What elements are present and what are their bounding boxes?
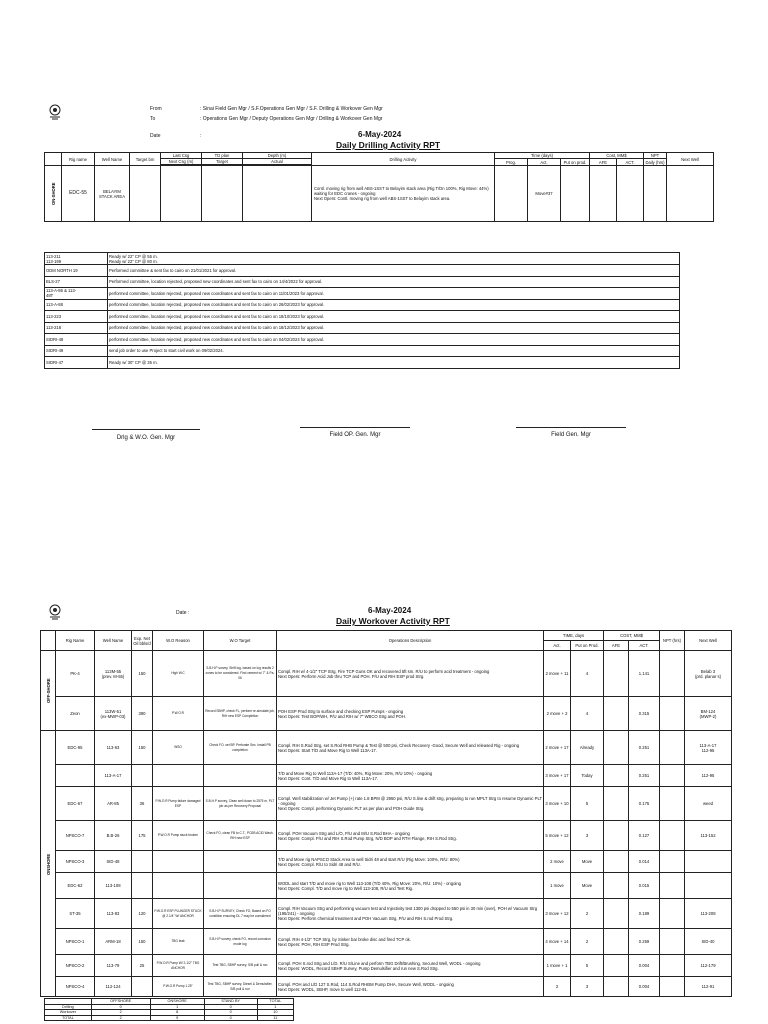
wo-npt xyxy=(660,787,685,821)
wo-act2: 1.141 xyxy=(629,651,660,697)
wo-rate: 150 xyxy=(132,731,153,765)
wo-ops xyxy=(277,873,544,899)
to-label: To xyxy=(150,116,156,122)
wo-reason: P.W.O.R Pump W/ 2-1/2" TBG ANCHOR xyxy=(153,955,204,977)
wo-npt xyxy=(660,899,685,929)
wo-next-ops: Next Opers: Perform chemical treatment and POH Vacuum Strg, P/U and RIH S.rod Prod Strg. xyxy=(278,916,454,921)
wo-act2: 0.315 xyxy=(629,697,660,731)
wo-rate: 175 xyxy=(132,821,153,851)
page2-section xyxy=(0,560,768,1024)
wo-afe xyxy=(604,929,629,955)
workover-row xyxy=(41,929,732,955)
wo-ops-text: Compl. POH Vacuum Strg and L/O, P/U and M/U S.Rod BHA - ongoing xyxy=(278,830,410,836)
wo-npt xyxy=(660,955,685,977)
well-name: SIDRI-47 xyxy=(45,357,108,369)
summary-cell: Drilling xyxy=(45,1004,92,1010)
wo-act: 2 move + 17 xyxy=(544,731,571,765)
wo-date-label: Date : xyxy=(176,610,190,616)
wo-act: 2 xyxy=(544,977,571,997)
wo-ops-text: Compl. Well stabilization w/ Jet Pump (+) rate 1.8 BPM @ 2950 psi, R/U S.line & drift strg, preparing to run MPLT Strg to resume Dynamic PLT - ongoing xyxy=(278,796,542,806)
wo-act2: 0.015 xyxy=(629,873,660,899)
wo-npt xyxy=(660,731,685,765)
wo-well: 113-83 xyxy=(95,899,132,929)
well-status-row xyxy=(45,253,680,265)
wo-afe xyxy=(604,651,629,697)
wo-ops xyxy=(277,899,544,929)
summary-cell: 1 xyxy=(150,1004,204,1010)
well-status-row xyxy=(45,265,680,277)
wo-rig: Zeon xyxy=(56,697,95,731)
well-name: BLS-27 xyxy=(45,276,108,288)
summary-header: OFFSHORE xyxy=(91,999,150,1005)
workover-row xyxy=(41,899,732,929)
wo-npt xyxy=(660,929,685,955)
wo-rate: 390 xyxy=(132,697,153,731)
wo-ops xyxy=(277,977,544,997)
well-name: 113-A-88 xyxy=(45,299,108,311)
summary-cell: 0 xyxy=(204,1004,257,1010)
offshore-label: OFF-SHORE xyxy=(41,651,56,731)
wo-ops xyxy=(277,787,544,821)
company-logo-icon xyxy=(48,104,62,120)
wo-act: 5 move + 12 xyxy=(544,821,571,851)
wo-put: Already xyxy=(571,731,604,765)
wo-reason: P.W.O.R Pump stuck broken xyxy=(153,821,204,851)
signature-drlg: Drlg & W.O. Gen. Mgr xyxy=(116,435,176,441)
workover-row xyxy=(41,697,732,731)
wo-rate: 120 xyxy=(132,899,153,929)
wo-next xyxy=(685,873,732,899)
summary-header: STAND BY xyxy=(204,999,257,1005)
summary-cell: 2 xyxy=(91,1015,150,1021)
report-title: Daily Drilling Activity RPT xyxy=(336,140,441,150)
workover-row xyxy=(41,873,732,899)
wo-target: Test TBG, SBHP survey, Diesel & Demulsifier, S/B pull & run xyxy=(204,977,277,997)
wo-act: 3 move + 10 xyxy=(544,787,571,821)
wo-act: 2 move + 2 xyxy=(544,697,571,731)
wo-next: SID-40 xyxy=(685,929,732,955)
summary-cell: 0 xyxy=(204,1015,257,1021)
workover-table: Rig Name Well Name Exp. Net Oil bbls/d W.O Reason W.O Target Operations Description TIME, days COST, MM$ NPT (hrs) Next Well Act. Put on Prod. AFE ACT. OFF-SHORE PK-4 113M-55 (prev. M-55) 150 High W.C S.B.H.P survey, Shift log, based on log results 2 zones to be considered. Find cement w/ 7" & Pa-06 Compl. RIH w/ 4-1/2" TCP Strg, Fire TCP Guns OK and recovered 5ft sm. R/U to perform acid treatment - ongoing Next Opers: Perform Acid Job thru TCP and POH. P/U and RIH ESP prod Strg. 2 move + 11 4 1.141 Belab 3 (prd. planar s) Zeon 113W-51 (ex-MWP-03) 390 P.W.O.R Record SBHP, check FL, perform re-simulate job, RIH new ESP Completion POH ESP Prod Strg to surface and checking ESP Pumps - ongoing Next Opers: Test BOP/WH, P/U and RIH w/ 7" WBCO Strg and POH. 2 move + 2 4 0.315 BM-124 (MWP-2) ONSHORE EDC-95 113-63 150 WSO Check FO, set BP. Perforate Sec. Install PB completion Compl. RIH S.Rod Strg, set S.Rod RHB Pump & Test @ 500 psi, Check Recovery -Good, Secure Well and released Rig - ongoing Next Opers: Start T/D and Move Rig to Well 113A-17. 2 move + 17 Already 0.251 113-A-17 112-95 113-A-17 T/D and Move Rig to Well 113A-17 (T/D: 40%, Rig Move: 20%, R/U 10%) - ongoing Next Opers: Cont. T/D and Move Rig to Well 113A-17. 3 move + 17 Today 0.251 112-95 EDC-67 AR-85 36 P.W.O.R Pump failure damaged ESP S.B.H.P survey, Clean well down to 2575 m, PLT job as per Recovery Proposal Compl. Well stabilization w/ Jet Pump (+) rate 1.8 BPM @ 2950 psi, R/U S.line & drift strg, preparing to run MPLT Strg to resume Dynamic PLT - ongoing Next Opers: Compl. performing Dynamic PLT as per plan and POH Guide Strg. 3 move + 10 5 0.175 weed NPSCO-7 B.B-26 175 P.W.O.R Pump stuck broken Check FO, clean FB to C.T., PO2B ACID Wash. RIH new ESP Compl. POH Vacuum Strg and L/O, P/U and M/U S.Rod BHA - ongoing Next Opers: Compl. P/U and RIH S.Rod Pump Strg, N/D BOP and RTH Flange, RIH S.Rod Strg. 5 move + 12 3 0.127 113-152 NPSCO-3 SID-48 T/D and Move rig NAPSCO Stack Area to well Sidri 48 and start R/U (Rig Move: 100%, R/U: 80%) Next Opers: Compl. R/U to Sidri 48 and R/U. 2 move Move 0.014 EDC-62 113-108 WODL and start T/D and move rig to Well 113-108 (T/D 40%, Rig Move: 20%, R/U: 10%) - ongoing Next Opers: Compl. T/D and move rig to Well 113-108, R/U and Test Rig. 1 move Move 0.015 ST-35 113-83 120 P.W.O.R ESP PLUNGER STUCK @ 2.1/4" W/ ANCHOR S.B.H.P SURVEY, Check FO, Based on FO condition ensuring DL 7 may be considered Compl. RIH Vacuum Strg and performing vacuum test and Injectivity test 1300 psi dropped to 550 psi in 30 min (over), POH w/ Vacuum Strg (195/241) - ongoing Next Opers: Perform chemical treatment and POH Vacuum Strg, P/U and RIH S.rod Prod Strg. 3 move + 12 2 0.189 113-208 NPSCO-1 ARM-18 150 TBG leak S.B.H.P survey, check FO, record corrosion mode log Compl. RIH 4-1/2" TCP Strg, by Sinker bar broke disc and fired TCP ok. Next Opers: POH, RIH ESP Prod Strg. 4 move + 14 2 0.259 SID-40 NPSCO-2 113-79 25 P.W.O.R Pump W/ 2-1/2" TBG ANCHOR Test TBG, SBHP survey, S/B pull & run Compl. POH S.rod Strg and L/D. R/U S/Line and perform TBG Drift/Brushing, Secured Well, WODL - ongoing Next Opers: WODL, Record SBHP Survey, Pump Demulsifier and run new S.Rod Strg. 1 move + 1 5 0.004 112-179 NPSCO-4 112-124 P.W.O.R Pump 1.25" Test TBG, SBHP survey, Diesel & Demulsifier, S/B pull & run Compl. POH and L/D 127 S.Rod, 114 S.Rod RHBM Pump DHA, Secure Well, WODL - ongoing Next Opers: WODL, SBHP, move to well 112-91. 2 3 0.004 112-91 xyxy=(40,630,732,997)
well-status: performed committee, location rejected, proposed new coordinates and sent fax to cairo on 18/12/2023 for approval. xyxy=(108,322,680,334)
signature-field-gen: Field Gen. Mgr xyxy=(551,432,591,438)
well-status-row xyxy=(45,311,680,323)
wo-well: 113-79 xyxy=(95,955,132,977)
wo-next-ops: Next Opers: POH, RIH ESP Prod Strg. xyxy=(278,941,350,947)
wo-target: S.B.H.P survey, Shift log, based on log results 2 zones to be considered. Find cement w/ 7" & Pa-06 xyxy=(204,651,277,697)
wo-put: Move xyxy=(571,851,604,873)
wo-next-ops: Next Opers: Compl. T/D and move rig to Well 113-108, R/U and Test Rig. xyxy=(278,885,414,891)
summary-cell: Workover xyxy=(45,1010,92,1016)
wo-ops-text: Compl. RIH S.Rod Strg, set S.Rod RHB Pump & Test @ 500 psi, Check Recovery -Good, Secure Well and released Rig - ongoing xyxy=(278,742,520,748)
wo-rig: NPSCO-3 xyxy=(56,851,95,873)
wo-ops-text: Compl. RIH w/ 4-1/2" TCP Strg, Fire TCP Guns OK and recovered 5ft sm. R/U to perform acid treatment - ongoing xyxy=(278,668,490,674)
wo-rate xyxy=(132,765,153,787)
wo-well: 112-124 xyxy=(95,977,132,997)
wo-ops-text: Compl. RIH Vacuum Strg and performing vacuum test and Injectivity test 1300 psi dropped to 550 psi in 30 min (over), POH w/ Vacuum Strg (195/241) - ongoing xyxy=(278,906,538,916)
wo-put: 3 xyxy=(571,821,604,851)
wo-rate xyxy=(132,873,153,899)
wo-act: 1 move xyxy=(544,873,571,899)
wo-next-ops: Next Opers: Perform Acid Job thru TCP and POH. P/U and RIH ESP prod Strg. xyxy=(278,673,425,679)
wo-npt xyxy=(660,821,685,851)
well-status-row xyxy=(45,357,680,369)
wo-act: 3 move + 17 xyxy=(544,765,571,787)
wo-put: 2 xyxy=(571,929,604,955)
wo-next: 113-A-17 112-95 xyxy=(685,731,732,765)
well-status-row xyxy=(45,345,680,357)
wo-ops-text: Compl. POH S.rod Strg and L/D. R/U S/Line and perform TBG Drift/Brushing, Secured Well, WODL - ongoing xyxy=(278,960,481,966)
well-name: 113-211 113-199 xyxy=(45,253,108,265)
wo-afe xyxy=(604,787,629,821)
wo-npt xyxy=(660,765,685,787)
well-name: ODM NORTH 19 xyxy=(45,265,108,277)
wo-rig: ST-35 xyxy=(56,899,95,929)
from-value: : Sinai Field Gen Mgr / S.F.Operations Gen Mgr / S.F. Drilling & Workover Gen Mgr xyxy=(200,106,383,112)
wo-afe xyxy=(604,899,629,929)
page1-section: From : Sinai Field Gen Mgr / S.F.Operations Gen Mgr / S.F. Drilling & Workover Gen Mgr To : Operations Gen Mgr / Deputy Operations Gen Mgr / Drilling & Workover Gen Mgr Date : 6-May-2024 Daily Drilling Activity RPT Rig name Well Name Target bm Last Csg TD plan Depth (m) Drilling Activity Time (days) Cost, MM$ NPT Next Well Next Csg (m) Target Actual Prog. Act. Put on prod. AFE ACT. Daily (hrs) ON-SHORE EDC-55 BELAYIM STACK AREA Contl. moving rig from well ABS-1SST to Belayim stack area (Rig T/Dn 100%, Rig Move: 44%) waiting for EDC cranes - ongoing Next Opers: Contl. moving rig from well ABS-1SST to Belayim stack area. Move#37 113-211 113-199 Ready w/ 22" CP @ 55 m. Ready w/ 22" CP @ 80 m. ODM NORTH 19 Performed committee & sent fax to cairo on 21/01/2021 for approval. BLS-27 Performed committee, location rejected, proposed new coordinates and sent fax to cairo on 14/4/2022 for approval. 113-A-86 & 113- 48T performed committee, location rejected, proposed new coordinates and sent fax to cairo on 11/01/2023 for approval. 113-A-88 performed committee, location rejected, proposed new coordinates and sent fax to cairo on 26/02/2023 for approval. 113-223 performed committee, location rejected, proposed new coordinates and sent fax to cairo on 18/10/2023 for approval. 113-218 performed committee, location rejected, proposed new coordinates and sent fax to cairo on 18/12/2023 for approval. SIDRI-48 performed committee, location rejected, proposed new coordinates and sent fax to cairo on 04/02/2024 for approval. SIDRI-49 send job order to use Project to start civil work on 09/02/2024. SIDRI-47 Ready w/ 30" CP @ 35 m. Drlg & W.O. Gen. Mgr Field OP. Gen. Mgr Field Gen. Mgr xyxy=(0,0,768,470)
workover-row xyxy=(41,765,732,787)
to-value: : Operations Gen Mgr / Deputy Operations Gen Mgr / Drilling & Workover Gen Mgr xyxy=(200,116,383,122)
wo-next-ops: Next Opers: Compl. R/U to Sidri 48 and R/U. xyxy=(278,861,361,867)
wo-npt xyxy=(660,977,685,997)
wo-reason xyxy=(153,851,204,873)
well-status: performed committee, location rejected, proposed new coordinates and sent fax to cairo on 26/02/2023 for approval. xyxy=(108,299,680,311)
wo-ops xyxy=(277,697,544,731)
wo-put: 4 xyxy=(571,697,604,731)
wo-target xyxy=(204,873,277,899)
wo-well: 113-63 xyxy=(95,731,132,765)
wo-ops xyxy=(277,851,544,873)
workover-row xyxy=(41,955,732,977)
wo-rate: 150 xyxy=(132,651,153,697)
well-name: 113-218 xyxy=(45,322,108,334)
wo-rig: EDC-67 xyxy=(56,787,95,821)
wo-act2: 0.004 xyxy=(629,977,660,997)
wo-next: 113-208 xyxy=(685,899,732,929)
wo-ops-text: Compl. RIH 4-1/2" TCP Strg, by Sinker bar broke disc and fired TCP ok. xyxy=(278,936,411,942)
summary-cell: 8 xyxy=(150,1010,204,1016)
wo-next: 112-179 xyxy=(685,955,732,977)
wo-act: 3 move + 12 xyxy=(544,899,571,929)
wo-afe xyxy=(604,955,629,977)
wo-reason xyxy=(153,765,204,787)
report-date: 6-May-2024 xyxy=(358,130,402,139)
wo-rig: NPSCO-4 xyxy=(56,977,95,997)
summary-cell: 11 xyxy=(257,1015,293,1021)
wo-rig: PK-4 xyxy=(56,651,95,697)
wo-act2: 0.189 xyxy=(629,899,660,929)
wo-rig: NPSCO-2 xyxy=(56,955,95,977)
wo-put: 4 xyxy=(571,651,604,697)
wo-next-ops: Next Opers: WODL, Record SBHP Survey, Pump Demulsifier and run new S.Rod Strg. xyxy=(278,965,439,971)
well-name: 113-223 xyxy=(45,311,108,323)
well-status: performed committee, location rejected, proposed new coordinates and sent fax to cairo on 18/10/2023 for approval. xyxy=(108,311,680,323)
signature-field-op: Field OP. Gen. Mgr xyxy=(329,432,381,438)
wo-ops-text: T/D and Move rig NAPSCO Stack Area to well Sidri 48 and start R/U (Rig Move: 100%, R/U: 80%) xyxy=(278,856,460,862)
summary-cell: 9 xyxy=(150,1015,204,1021)
wo-ops xyxy=(277,731,544,765)
wo-act: 2 move + 11 xyxy=(544,651,571,697)
well-status-row xyxy=(45,334,680,346)
date-label: Date xyxy=(150,133,161,139)
wo-next-ops: Next Opers: Test BOP/WH, P/U and RIH w/ 7" WBCO Strg and POH. xyxy=(278,713,407,719)
drilling-table: Rig name Well Name Target bm Last Csg TD plan Depth (m) Drilling Activity Time (days) Cost, MM$ NPT Next Well Next Csg (m) Target Actual Prog. Act. Put on prod. AFE ACT. Daily (hrs) ON-SHORE EDC-55 BELAYIM STACK AREA Contl. moving rig from well ABS-1SST to Belayim stack area (Rig T/Dn 100%, Rig Move: 44%) waiting for EDC cranes - ongoing Next Opers: Contl. moving rig from well ABS-1SST to Belayim stack area. Move#37 xyxy=(44,152,714,222)
wo-afe xyxy=(604,731,629,765)
wo-next: 112-91 xyxy=(685,977,732,997)
wo-well: 113M-55 (prev. M-55) xyxy=(95,651,132,697)
well-status-row xyxy=(45,288,680,300)
wo-act2: 0.014 xyxy=(629,851,660,873)
well-status-row xyxy=(45,276,680,288)
well-status: performed committee, location rejected, proposed new coordinates and sent fax to cairo on 04/02/2024 for approval. xyxy=(108,334,680,346)
summary-cell: 10 xyxy=(257,1010,293,1016)
summary-header: TOTAL xyxy=(257,999,293,1005)
well-status-row xyxy=(45,322,680,334)
wo-reason: P.W.O.R xyxy=(153,697,204,731)
summary-row xyxy=(45,1015,294,1021)
wo-target: S.B.H.P SURVEY, Check FO, Based on FO condition ensuring DL 7 may be considered xyxy=(204,899,277,929)
wo-target xyxy=(204,765,277,787)
summary-cell: 0 xyxy=(91,1004,150,1010)
workover-row xyxy=(41,731,732,765)
wo-act: 4 move + 14 xyxy=(544,929,571,955)
wo-ops xyxy=(277,955,544,977)
wo-ops-text: Compl. POH and L/D 127 S.Rod, 114 S.Rod RHBM Pump DHA, Secure Well, WODL - ongoing xyxy=(278,981,454,987)
well-status: send job order to use Project to start civil work on 09/02/2024. xyxy=(108,345,680,357)
wo-act2: 0.004 xyxy=(629,955,660,977)
summary-cell: 2 xyxy=(91,1010,150,1016)
wo-reason: P.W.O.R Pump failure damaged ESP xyxy=(153,787,204,821)
wo-rig: NPSCO-1 xyxy=(56,929,95,955)
summary-cell: TOTAL xyxy=(45,1015,92,1021)
workover-row xyxy=(41,787,732,821)
wo-afe xyxy=(604,765,629,787)
workover-row xyxy=(41,821,732,851)
wo-afe xyxy=(604,851,629,873)
wo-next: weed xyxy=(685,787,732,821)
well-name: SIDRI-48 xyxy=(45,334,108,346)
wo-next-ops: Next Opers: WODL, SBHP, move to well 112-91. xyxy=(278,986,368,992)
wo-rate xyxy=(132,977,153,997)
wo-target: Test TBG, SBHP survey, S/B pull & run xyxy=(204,955,277,977)
wo-put: 5 xyxy=(571,787,604,821)
wo-act2: 0.251 xyxy=(629,731,660,765)
wo-next-ops: Next Opers: Cont. T/D and Move Rig to Well 113A-17. xyxy=(278,775,379,781)
wo-next-ops: Next Opers: Start T/D and Move Rig to Well 113A-17. xyxy=(278,747,377,753)
wo-reason xyxy=(153,873,204,899)
wo-ops-text: T/D and Move Rig to Well 113A-17 (T/D: 40%, Rig Move: 20%, R/U 10%) - ongoing xyxy=(278,770,433,776)
wo-reason: WSO xyxy=(153,731,204,765)
wo-rig: EDC-62 xyxy=(56,873,95,899)
workover-row xyxy=(41,851,732,873)
wo-next xyxy=(685,851,732,873)
wo-act2: 0.259 xyxy=(629,929,660,955)
wo-well: 113-A-17 xyxy=(95,765,132,787)
wo-rig: EDC-95 xyxy=(56,731,95,765)
wo-target: Check FO, set BP. Perforate Sec. Install PB completion xyxy=(204,731,277,765)
wo-next: Belab 3 (prd. planar s) xyxy=(685,651,732,697)
summary-table xyxy=(44,998,294,1021)
wo-report-date: 6-May-2024 xyxy=(368,606,412,615)
workover-row xyxy=(41,977,732,997)
wo-next: 112-95 xyxy=(685,765,732,787)
wo-reason: High W.C xyxy=(153,651,204,697)
wo-ops xyxy=(277,765,544,787)
well-status: Ready w/ 30" CP @ 35 m. xyxy=(108,357,680,369)
wo-act2: 0.175 xyxy=(629,787,660,821)
wo-rate: 36 xyxy=(132,787,153,821)
wo-rate: 150 xyxy=(132,929,153,955)
wo-target: S.B.H.P survey, check FO, record corrosion mode log xyxy=(204,929,277,955)
well-status-table xyxy=(44,252,680,369)
well-status: Performed committee & sent fax to cairo on 21/01/2021 for approval. xyxy=(108,265,680,277)
summary-header: ONSHORE xyxy=(150,999,204,1005)
wo-next-ops: Next Opers: Compl. performing Dynamic PLT as per plan and POH Guide Strg. xyxy=(278,806,425,811)
wo-ops xyxy=(277,929,544,955)
wo-next-ops: Next Opers: Compl. P/U and RIH S.Rod Pump Strg, N/D BOP and RTH Flange, RIH S.Rod Strg. xyxy=(278,835,457,841)
from-label: From xyxy=(150,106,162,112)
wo-reason: P.W.O.R Pump 1.25" xyxy=(153,977,204,997)
company-logo-icon xyxy=(48,604,62,620)
wo-well: SID-48 xyxy=(95,851,132,873)
well-name: SIDRI-49 xyxy=(45,345,108,357)
wo-ops-text: WODL and start T/D and move rig to Well 113-108 (T/D 40%, Rig Move: 20%, R/U: 10%) - ongoing xyxy=(278,880,462,886)
summary-cell: 1 xyxy=(257,1004,293,1010)
wo-act2: 0.251 xyxy=(629,765,660,787)
wo-put: Move xyxy=(571,873,604,899)
wo-put: 3 xyxy=(571,977,604,997)
wo-target: Check FO, clean FB to C.T., PO2B ACID Wash. RIH new ESP xyxy=(204,821,277,851)
summary-cell: 0 xyxy=(204,1010,257,1016)
wo-ops xyxy=(277,821,544,851)
wo-rate: 25 xyxy=(132,955,153,977)
wo-afe xyxy=(604,873,629,899)
wo-ops-text: POH ESP Prod Strg to surface and checking ESP Pumps - ongoing xyxy=(278,708,404,714)
wo-npt xyxy=(660,851,685,873)
wo-well: AR-85 xyxy=(95,787,132,821)
well-status: performed committee, location rejected, proposed new coordinates and sent fax to cairo on 11/01/2023 for approval. xyxy=(108,288,680,300)
wo-ops xyxy=(277,651,544,697)
wo-reason: P.W.O.R ESP PLUNGER STUCK @ 2.1/4" W/ ANCHOR xyxy=(153,899,204,929)
wo-put: 5 xyxy=(571,955,604,977)
wo-target xyxy=(204,851,277,873)
well-status-row xyxy=(45,299,680,311)
well-status: Ready w/ 22" CP @ 55 m. Ready w/ 22" CP @ 80 m. xyxy=(108,253,680,265)
wo-put: Today xyxy=(571,765,604,787)
wo-afe xyxy=(604,697,629,731)
wo-reason: TBG leak xyxy=(153,929,204,955)
wo-report-title: Daily Workover Activity RPT xyxy=(336,616,450,626)
wo-rig xyxy=(56,765,95,787)
well-status: Performed committee, location rejected, proposed new coordinates and sent fax to cairo on 14/4/2022 for approval. xyxy=(108,276,680,288)
wo-well: B.B-26 xyxy=(95,821,132,851)
wo-afe xyxy=(604,821,629,851)
wo-target: Record SBHP, check FL, perform re-simulate job, RIH new ESP Completion xyxy=(204,697,277,731)
wo-rate xyxy=(132,851,153,873)
onshore-label: ONSHORE xyxy=(41,731,56,997)
workover-row xyxy=(41,651,732,697)
wo-well: ARM-18 xyxy=(95,929,132,955)
wo-next: BM-124 (MWP-2) xyxy=(685,697,732,731)
wo-rig: NPSCO-7 xyxy=(56,821,95,851)
wo-put: 2 xyxy=(571,899,604,929)
wo-act2: 0.127 xyxy=(629,821,660,851)
wo-well: 113-108 xyxy=(95,873,132,899)
well-name: 113-A-86 & 113- 48T xyxy=(45,288,108,300)
wo-afe xyxy=(604,977,629,997)
wo-act: 1 move + 1 xyxy=(544,955,571,977)
wo-npt xyxy=(660,651,685,697)
wo-npt xyxy=(660,697,685,731)
wo-next: 113-152 xyxy=(685,821,732,851)
wo-npt xyxy=(660,873,685,899)
wo-well: 113W-51 (ex-MWP-03) xyxy=(95,697,132,731)
wo-act: 2 move xyxy=(544,851,571,873)
wo-target: S.B.H.P survey, Clean well down to 2575 m, PLT job as per Recovery Proposal xyxy=(204,787,277,821)
